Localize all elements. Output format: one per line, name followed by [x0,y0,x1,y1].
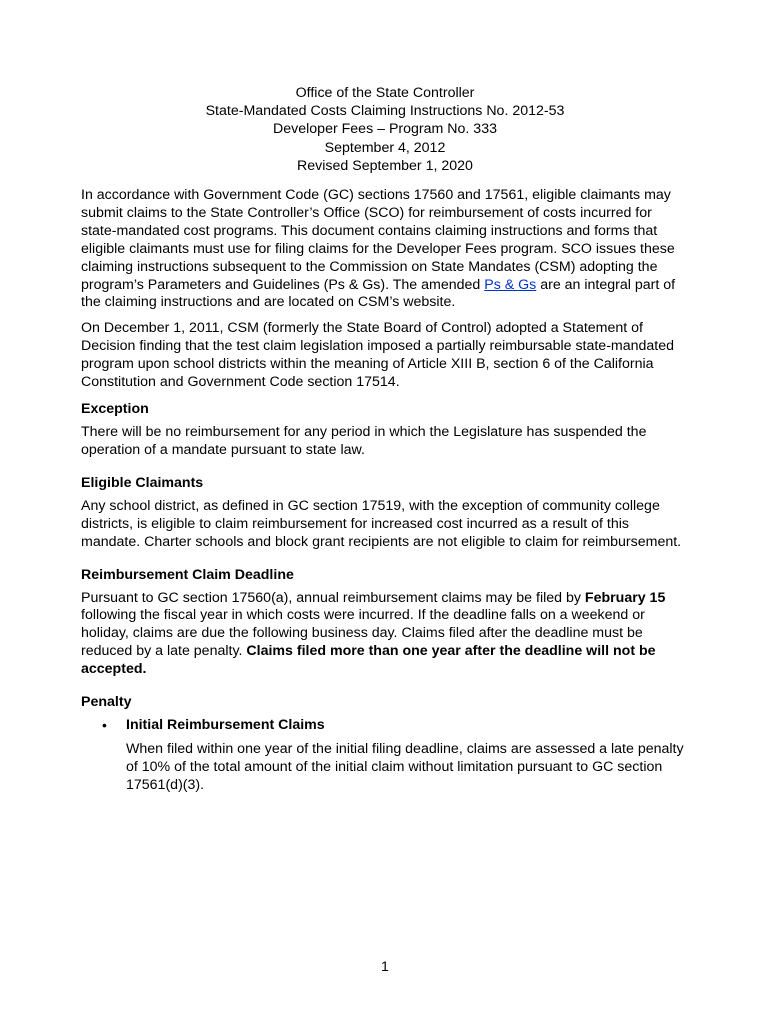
page-number: 1 [381,959,389,975]
eligible-claimants-heading: Eligible Claimants [81,474,204,491]
deadline-date: February 15 [584,589,666,606]
deadline-text-b: following the fiscal year in which costs were incurred. If the deadline falls on a weekend or holiday, claims are due the following business day. Claims filed after the deadline must be reduced by a late penalty. [81,607,645,660]
penalty-heading: Penalty [81,694,132,711]
eligible-claimants-paragraph: Any school district, as defined in GC section 17519, with the exception of community college districts, is eligible to claim reimbursement for increased cost incurred as a result of this mandate. Charter schools and block grant recipients are not eligible to claim for reimbursement. [81,497,682,550]
intro-text-start: In accordance with Government Code (GC) sections 17560 and 17561, eligible claimants may submit claims to the State Controller’s Office (SCO) for reimbursement of costs incurred for state-mandated cost programs. This document contains claiming instructions and forms that eligible claimants must use for filing claims for the Developer Fees program. SCO issues these claiming instructions subsequent to the Commission on State Mandates (CSM) adopting the program’s Parameters and Guidelines (Ps & Gs). The amended [81,187,675,293]
header-program: Developer Fees – Program No. 333 [273,121,497,138]
intro-text-end: are an integral part of the claiming instructions and are located on CSM’s website. [81,276,676,311]
header-office: Office of the State Controller [295,85,475,101]
exception-paragraph: There will be no reimbursement for any period in which the Legislature has suspended the operation of a mandate pursuant to state law. [81,423,647,458]
header-revised-date: Revised September 1, 2020 [297,157,473,174]
claim-deadline-heading: Reimbursement Claim Deadline [81,566,294,583]
penalty-list-item [81,717,686,735]
exception-heading: Exception [81,400,149,417]
document-header [0,84,770,175]
deadline-warning: Claims filed more than one year after the deadline will not be accepted. [81,643,656,678]
header-date: September 4, 2012 [324,139,446,156]
deadline-text-a: Pursuant to GC section 17560(a), annual reimbursement claims may be filed by [81,589,585,606]
ps-gs-link[interactable]: Ps & Gs [484,276,537,293]
claim-deadline-paragraph [81,590,686,680]
intro-paragraph [81,187,686,312]
decision-paragraph: On December 1, 2011, CSM (formerly the State Board of Control) adopted a Statement of Decision finding that the test claim legislation imposed a partially reimbursable state-mandated program upon school districts within the meaning of Article XIII B, section 6 of the California Constitution and Government Code section 17514. [81,320,675,391]
initial-claims-title: Initial Reimbursement Claims [126,717,325,734]
document-body [81,187,686,803]
initial-claims-paragraph: When filed within one year of the initial filing deadline, claims are assessed a late penalty of 10% of the total amount of the initial claim without limitation pursuant to GC section 17561(d)(3). [126,740,684,793]
header-instructions-title: State-Mandated Costs Claiming Instructions No. 2012-53 [205,103,565,120]
bullet-icon: • [102,717,107,734]
